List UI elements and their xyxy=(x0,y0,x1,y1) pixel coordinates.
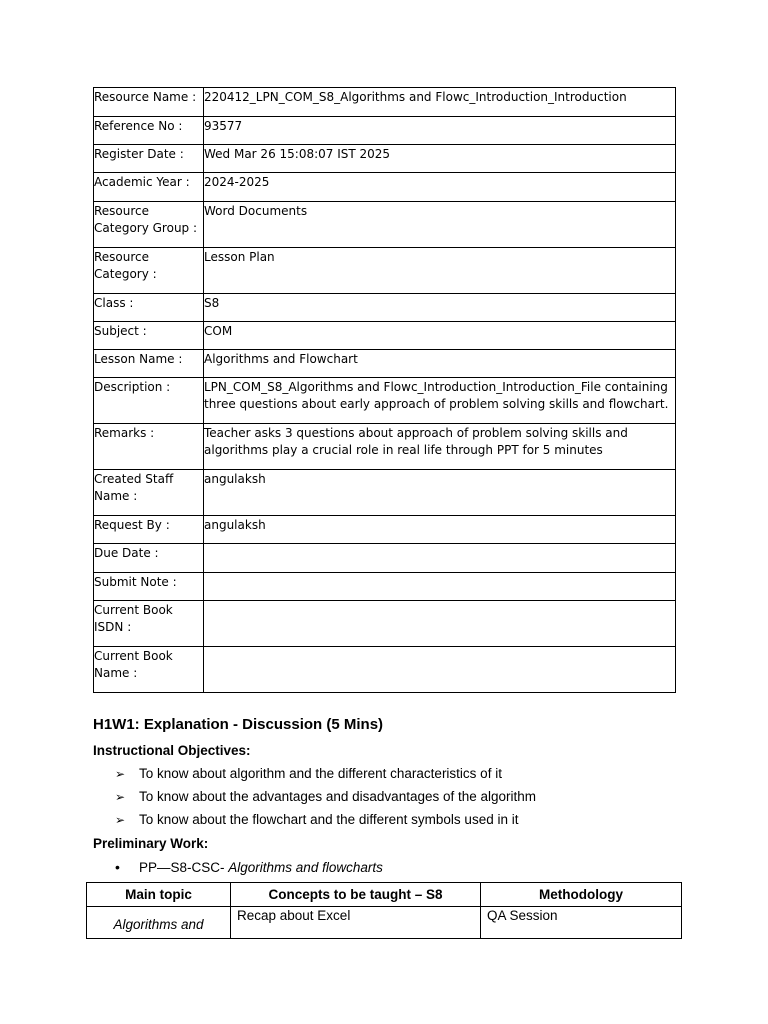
objective-text: To know about algorithm and the different characteristics of it xyxy=(139,766,502,781)
table-row xyxy=(94,470,676,516)
table-row xyxy=(94,322,676,350)
column-header-concepts: Concepts to be taught – S8 xyxy=(231,883,481,907)
table-row xyxy=(94,516,676,544)
field-label: Resource Category Group : xyxy=(94,202,204,248)
field-label: Lesson Name : xyxy=(94,350,204,378)
field-value: Lesson Plan xyxy=(204,248,676,294)
table-row xyxy=(94,378,676,424)
field-value: Teacher asks 3 questions about approach of problem solving skills and algorithms play a crucial role in real life through PPT for 5 minutes xyxy=(204,424,676,470)
field-label: Resource Category : xyxy=(94,248,204,294)
table-row xyxy=(94,647,676,693)
list-item xyxy=(115,812,518,827)
field-label: Register Date : xyxy=(94,145,204,173)
resource-metadata-table xyxy=(93,87,676,693)
field-value: 2024-2025 xyxy=(204,173,676,202)
field-label: Submit Note : xyxy=(94,573,204,601)
table-row xyxy=(94,573,676,601)
field-value xyxy=(204,601,676,647)
field-label: Due Date : xyxy=(94,544,204,573)
field-value: Word Documents xyxy=(204,202,676,248)
column-header-methodology: Methodology xyxy=(481,883,682,907)
cell-main-topic: Algorithms and xyxy=(87,907,231,939)
table-row xyxy=(94,88,676,117)
column-header-main-topic: Main topic xyxy=(87,883,231,907)
field-value: 220412_LPN_COM_S8_Algorithms and Flowc_Introduction_Introduction xyxy=(204,88,676,117)
field-label: Created Staff Name : xyxy=(94,470,204,516)
field-value xyxy=(204,647,676,693)
field-value: angulaksh xyxy=(204,516,676,544)
field-label: Resource Name : xyxy=(94,88,204,117)
list-item xyxy=(115,789,536,804)
field-label: Remarks : xyxy=(94,424,204,470)
field-value: COM xyxy=(204,322,676,350)
field-label: Academic Year : xyxy=(94,173,204,202)
field-value: angulaksh xyxy=(204,470,676,516)
table-row xyxy=(94,173,676,202)
list-item xyxy=(115,859,383,875)
prelim-prefix: PP—S8-CSC- xyxy=(139,860,229,875)
table-row xyxy=(94,117,676,145)
table-row xyxy=(94,248,676,294)
field-label: Request By : xyxy=(94,516,204,544)
lesson-plan-table xyxy=(86,882,682,939)
field-value: S8 xyxy=(204,294,676,322)
table-row xyxy=(94,424,676,470)
table-row xyxy=(94,544,676,573)
field-value: Algorithms and Flowchart xyxy=(204,350,676,378)
preliminary-work-title: Preliminary Work: xyxy=(93,836,209,851)
field-value: 93577 xyxy=(204,117,676,145)
arrow-bullet-icon: ➢ xyxy=(115,813,126,827)
table-row xyxy=(94,601,676,647)
field-label: Description : xyxy=(94,378,204,424)
prelim-topic: Algorithms and flowcharts xyxy=(228,860,383,875)
field-value xyxy=(204,573,676,601)
objective-text: To know about the advantages and disadvantages of the algorithm xyxy=(139,789,537,804)
table-row xyxy=(94,202,676,248)
arrow-bullet-icon: ➢ xyxy=(115,790,126,804)
objective-text: To know about the flowchart and the different symbols used in it xyxy=(139,812,519,827)
table-row xyxy=(94,294,676,322)
field-value xyxy=(204,544,676,573)
dot-bullet-icon: • xyxy=(115,859,120,875)
list-item xyxy=(115,766,502,781)
field-value: Wed Mar 26 15:08:07 IST 2025 xyxy=(204,145,676,173)
cell-methodology: QA Session xyxy=(481,907,682,939)
field-label: Current Book Name : xyxy=(94,647,204,693)
table-header-row xyxy=(87,883,682,907)
field-label: Subject : xyxy=(94,322,204,350)
arrow-bullet-icon: ➢ xyxy=(115,767,126,781)
table-row xyxy=(94,350,676,378)
cell-concept: Recap about Excel xyxy=(231,907,481,939)
objectives-title: Instructional Objectives: xyxy=(93,743,251,758)
table-row xyxy=(87,907,682,939)
table-row xyxy=(94,145,676,173)
field-label: Reference No : xyxy=(94,117,204,145)
field-value: LPN_COM_S8_Algorithms and Flowc_Introduction_Introduction_File containing three questions about early approach of problem solving skills and flowchart. xyxy=(204,378,676,424)
section-heading: H1W1: Explanation - Discussion (5 Mins) xyxy=(93,716,384,733)
field-label: Class : xyxy=(94,294,204,322)
field-label: Current Book ISDN : xyxy=(94,601,204,647)
